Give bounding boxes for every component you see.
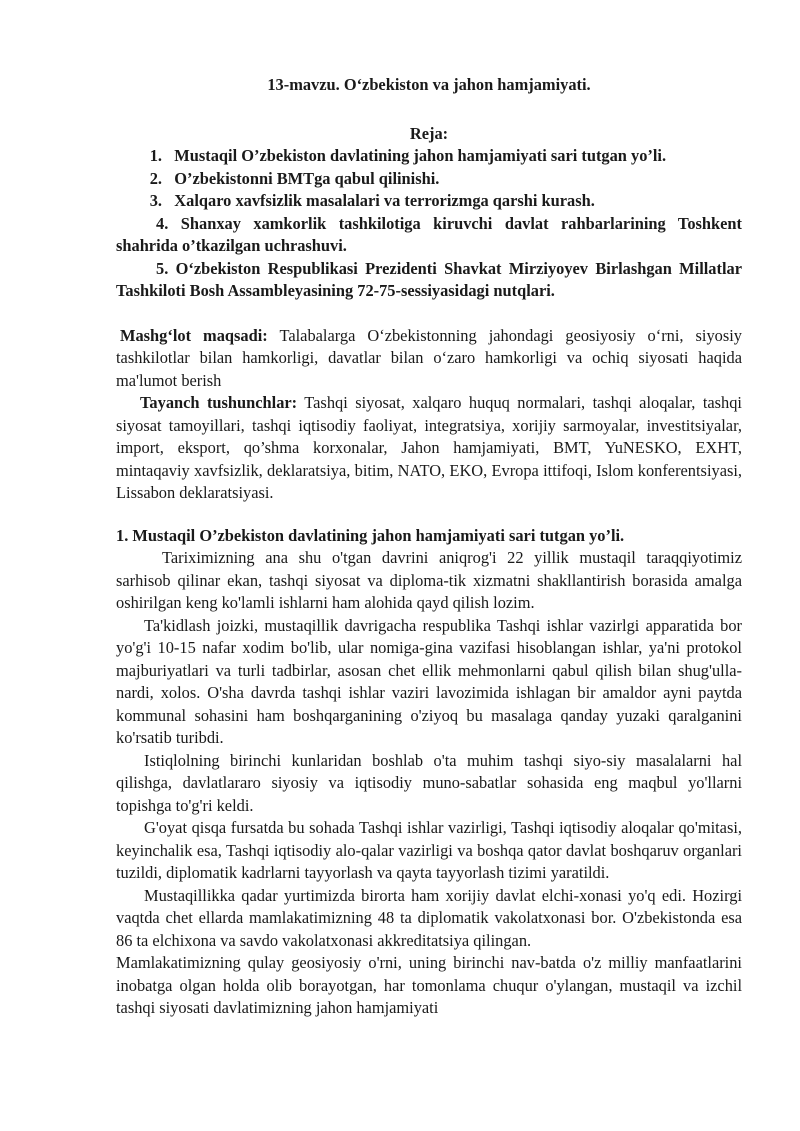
plan-item	[116, 213, 742, 258]
body-paragraph: Mustaqillikka qadar yurtimizda birorta ham xorijiy davlat elchi-xonasi yo'q edi. Hozirgi vaqtda chet ellarda mamlakatimizning 48 ta diplomatik vakolatxonasi bor. O'zbekistonda esa 86 ta elchixona va savdo vakolatxonasi akkreditatsiya qilingan.	[116, 885, 742, 950]
body-paragraph: Mamlakatimizning qulay geosiyosiy o'rni, uning birinchi nav-batda o'z milliy manfaatlarini inobatga olgan holda olib borayotgan, har tomonlama chuqur o'ylangan, mustaqil va izchil tashqi siyosati davlatimizning jahon hamjamiyati	[116, 953, 742, 1017]
lesson-goal	[116, 325, 742, 393]
body-paragraph: Tariximizning ana shu o'tgan davrini aniqrog'i 22 yillik mustaqil taraqqiyotimiz sarhisob qilinar ekan, tashqi siyosat va diploma-tik xizmatni shakllantirish borasida amalga oshirilgan keng ko'lamli ishlarni ham alohida qayd qilish lozim.	[116, 548, 742, 612]
key-concepts-label: Tayanch tushunchlar:	[140, 393, 298, 412]
plan-item	[116, 190, 742, 213]
plan-item-number: 4.	[156, 213, 169, 233]
plan-list	[116, 145, 742, 303]
key-concepts	[116, 392, 742, 505]
section-heading: 1. Mustaqil O’zbekiston davlatining jahon hamjamiyati sari tutgan yo’li.	[116, 525, 625, 545]
plan-item-text: O‘zbekiston Respublikasi Prezidenti Shavkat Mirziyoyev Birlashgan Millatlar Tashkiloti Bosh Assambleyasining 72-75-sessiyasidagi nutqlari.	[116, 258, 742, 300]
body-paragraph: Istiqlolning birinchi kunlaridan boshlab o'ta muhim tashqi siyo-siy masalalarni hal qilishga, davlatlararo siyosiy va iqtisodiy muno-sabatlar sohasida eng maqbul yo'llarni topishga to'g'ri keldi.	[116, 750, 742, 815]
document-page	[116, 74, 742, 1020]
document-title: 13-mavzu. O‘zbekiston va jahon hamjamiyati.	[267, 75, 591, 94]
spacer	[116, 303, 742, 325]
plan-item-number: 5.	[156, 258, 169, 278]
body-paragraph: Ta'kidlash joizki, mustaqillik davrigacha respublika Tashqi ishlar vazirlgi apparatida bor yo'g'i 10-15 nafar xodim bo'lib, ular nomiga-gina vazifasi hisoblangan ishlar, ya'ni protokol majburiyatlari va turli tadbirlar, asosan chet ellik mehmonlarni qabul qilish bilan shug'ulla-nardi, xolos. O'sha davrda tashqi ishlar vaziri lavozimida ishlagan bir amaldor ayni paytda kommunal sohasini ham boshqarganining o'ziyoq bu masalaga qanday yuzaki qaralganini ko'rsatib turibdi.	[116, 615, 742, 747]
plan-item-text: Xalqaro xavfsizlik masalalari va terrorizmga qarshi kurash.	[174, 191, 595, 210]
key-concepts-text: Tashqi siyosat, xalqaro huquq normalari, tashqi aloqalar, tashqi siyosat tamoyillari, tashqi iqtisodiy faoliyat, integratsiya, xorijiy sarmoyalar, investitsiyalar, import, eksport, qo’shma korxonalar, Jahon hamjamiyati, BMT, YuNESKO, EXHT, mintaqaviy xavfsizlik, deklaratsiya, bitim, NATO, EKO, Evropa ittifoqi, Islom konferentsiyasi, Lissabon deklaratsiyasi.	[116, 393, 742, 502]
lesson-goal-text: Talabalarga O‘zbekistonning jahondagi geosiyosiy o‘rni, siyosiy tashkilotlar bilan hamkorligi, davatlar bilan o‘zaro hamkorligi va ochiq siyosati haqida ma'lumot berish	[116, 325, 742, 390]
plan-item-text: Shanxay xamkorlik tashkilotiga kiruvchi davlat rahbarlarining Toshkent shahrida o’tkazilgan uchrashuvi.	[116, 213, 742, 255]
plan-item	[116, 258, 742, 303]
plan-item-number: 2.	[149, 168, 162, 188]
plan-item-text: Mustaqil O’zbekiston davlatining jahon hamjamiyati sari tutgan yo’li.	[174, 146, 667, 165]
plan-item-number: 3.	[149, 191, 162, 210]
body-paragraph: G'oyat qisqa fursatda bu sohada Tashqi ishlar vazirligi, Tashqi iqtisodiy aloqalar qo'mitasi, keyinchalik esa, Tashqi iqtisodiy alo-qalar vazirligi va boshqa qator davlat boshqaruv organlari tuzildi, diplomatik kadrlarni tayyorlash va qayta tayyorlash tizimi yaratildi.	[116, 818, 742, 882]
plan-heading: Reja:	[409, 123, 449, 143]
plan-item	[116, 168, 742, 191]
plan-item	[116, 145, 742, 168]
lesson-goal-label: Mashg‘lot maqsadi:	[120, 325, 268, 345]
plan-item-number: 1.	[149, 146, 162, 165]
plan-item-text: O’zbekistonni BMTga qabul qilinishi.	[174, 168, 440, 188]
